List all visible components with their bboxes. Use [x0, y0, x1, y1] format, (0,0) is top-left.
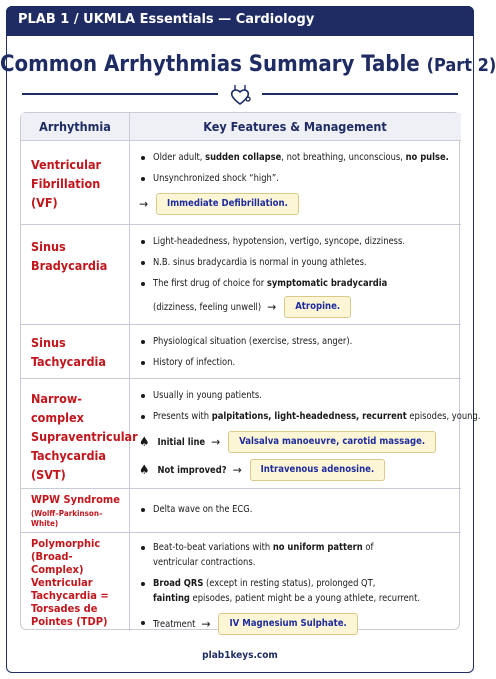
arrow-icon: → [267, 300, 277, 314]
management-highlight: Atropine. [284, 296, 351, 318]
arrhythmia-table [20, 112, 481, 631]
bullet: Light-headedness, hypotension, vertigo, syncope, dizziness. [139, 235, 457, 248]
title-main: Common Arrhythmias Summary Table [0, 52, 420, 77]
bullet-continuation: fainting episodes, patient might be a young athlete, recurrent. [153, 593, 420, 604]
management-highlight: Valsalva manoeuvre, carotid massage. [228, 431, 436, 453]
bullet: Presents with palpitations, light-headedness, recurrent episodes, young. [139, 410, 457, 423]
bullet: Physiological situation (exercise, stress, anger). [139, 335, 457, 348]
row-sinus-tachy [21, 325, 461, 379]
bullet-continuation: ventricular contractions. [153, 557, 256, 568]
features [139, 541, 457, 635]
row-vf [21, 141, 461, 225]
wpw-title: WPW Syndrome [31, 493, 120, 506]
step-label: Initial line [157, 436, 206, 448]
bullet: Delta wave on the ECG. [139, 503, 457, 516]
bullet: History of infection. [139, 356, 457, 369]
bullet: Beat-to-beat variations with no uniform pattern of [139, 541, 457, 554]
arrhythmia-name: Sinus Bradycardia [31, 239, 108, 273]
arrow-icon: → [211, 435, 221, 449]
management-highlight: IV Magnesium Sulphate. [218, 613, 357, 635]
table-header [21, 113, 461, 141]
features [139, 151, 457, 215]
bullet: Usually in young patients. [139, 389, 457, 402]
bullet: N.B. sinus bradycardia is normal in young athletes. [139, 256, 457, 269]
spade-icon: ♠ [139, 462, 150, 478]
title-part: (Part 2) [426, 55, 496, 76]
arrhythmia-name: Ventricular Fibrillation (VF) [31, 157, 102, 210]
footer-url: plab1keys.com [202, 650, 278, 661]
divider-left [22, 93, 218, 95]
management-line [139, 459, 457, 481]
step-label: Not improved? [157, 464, 227, 476]
management-line [139, 193, 457, 215]
row-wpw [21, 489, 461, 533]
arrow-icon: → [139, 197, 149, 211]
arrow-icon: → [232, 463, 242, 477]
row-tdp [21, 533, 461, 631]
arrhythmia-name: Polymorphic (Broad-Complex) Ventricular Tachycardia = Torsades de Pointes (TDP) [31, 537, 109, 628]
header-bar [6, 6, 474, 36]
row-svt [21, 379, 481, 489]
treatment-label: Treatment [153, 618, 196, 630]
management-line [139, 613, 457, 635]
bullet: Broad QRS (except in resting status), prolonged QT, [139, 577, 457, 590]
bullet: Older adult, sudden collapse, not breathing, unconscious, no pulse. [139, 151, 457, 164]
bullet-dot [141, 621, 145, 625]
col-header-features: Key Features & Management [203, 119, 387, 134]
management-line [139, 431, 457, 453]
spade-icon: ♠ [139, 434, 150, 450]
management-highlight: Intravenous adenosine. [250, 459, 386, 481]
stethoscope-heart-icon [226, 82, 254, 108]
wpw-subtitle: (Wolff–Parkinson–White) [31, 509, 103, 528]
header-text: PLAB 1 / UKMLA Essentials — Cardiology [18, 12, 315, 27]
bullet: Unsynchronized shock “high”. [139, 172, 457, 185]
features [139, 335, 457, 377]
features [139, 389, 481, 481]
management-highlight: Immediate Defibrillation. [156, 193, 299, 215]
bullet-continuation: (dizziness, feeling unwell) [153, 301, 262, 313]
features [139, 235, 457, 318]
arrhythmia-name: Sinus Tachycardia [31, 335, 106, 369]
arrhythmia-name: Narrow-complex Supraventricular Tachycardia (SVT) [31, 391, 138, 482]
divider-right [262, 93, 458, 95]
arrhythmia-name [31, 493, 125, 528]
management-line [139, 296, 457, 318]
features [139, 503, 457, 524]
col-header-arrhythmia: Arrhythmia [39, 119, 111, 134]
page-title [0, 52, 496, 77]
bullet: The first drug of choice for symptomatic bradycardia [139, 277, 457, 290]
row-sinus-brady [21, 225, 461, 325]
arrow-icon: → [201, 617, 211, 631]
